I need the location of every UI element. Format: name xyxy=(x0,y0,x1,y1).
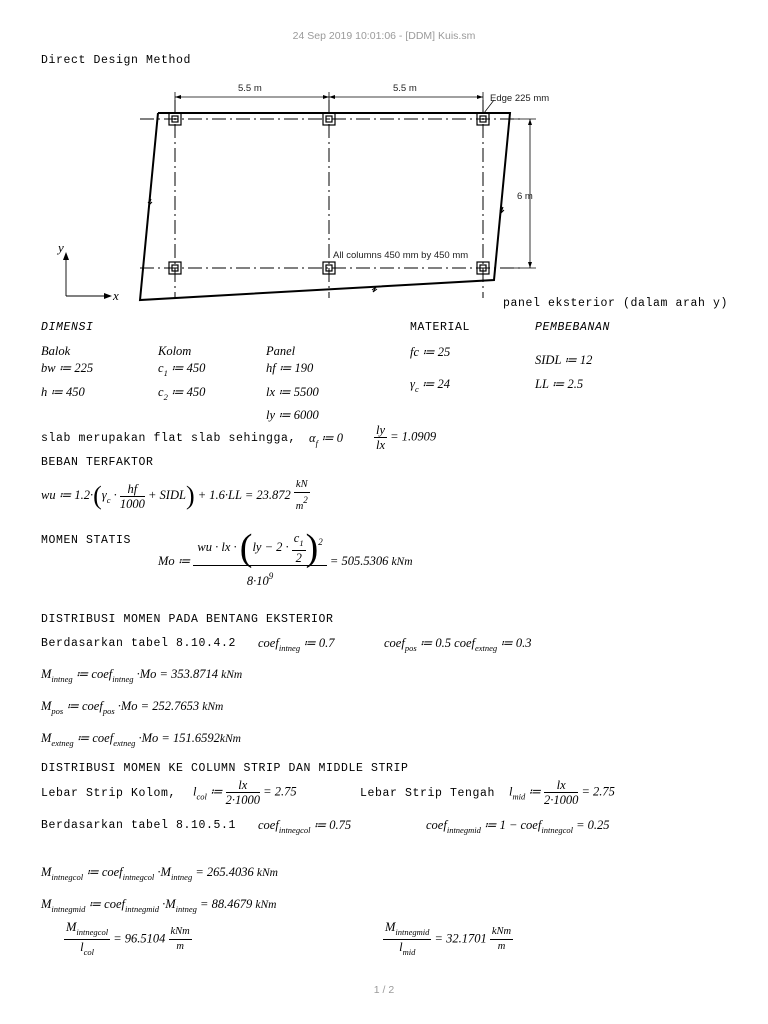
def-c2: $c_2$ ≔ 450 xyxy=(158,385,206,402)
formula-wu: wu ≔ $1.2\cdot(\gamma_c$ · $\frac{hf}{1000}$ + SIDL) + 1.6·LL = 23.872 $\frac{kN}{m^2}$ xyxy=(41,479,308,512)
label-balok: Balok xyxy=(41,344,71,358)
calc-l-col: $l_{col}$ ≔ $\frac{lx}{2\cdot 1000}$ = 2.75 xyxy=(193,778,297,807)
calc-m-pos: $M_{pos}$ ≔ coef$_{pos}$ ·Mo = 252.7653 kNm xyxy=(41,699,224,716)
heading-strip: DISTRIBUSI MOMEN KE COLUMN STRIP DAN MIDDLE STRIP xyxy=(41,762,409,775)
heading-momen-statis: MOMEN STATIS xyxy=(41,534,132,547)
def-h: h ≔ 450 xyxy=(41,385,85,399)
heading-pembebanan: PEMBEBANAN xyxy=(535,321,611,334)
slab-text: slab merupakan flat slab sehingga, xyxy=(41,432,297,445)
slab-outline xyxy=(140,113,510,300)
height-label: 6 m xyxy=(517,191,533,202)
panel-note: panel eksterior (dalam arah y) xyxy=(503,297,729,310)
label-panel: Panel xyxy=(266,344,296,358)
tabel-ref-2: Berdasarkan tabel 8.10.5.1 xyxy=(41,819,237,832)
span-label-2: 5.5 m xyxy=(393,83,417,94)
calc-m-intnegmid: $M_{intnegmid}$ ≔ coef$_{intnegmid}$ $\cdot M_{intneg} = 88.4679$ kNm xyxy=(41,897,277,914)
def-c1: $c_1$ ≔ 450 xyxy=(158,361,206,378)
heading-dimensi: DIMENSI xyxy=(41,321,94,334)
heading-material: MATERIAL xyxy=(410,321,471,334)
calc-l-mid: $l_{mid}$ ≔ $\frac{lx}{2\cdot 1000}$ = 2.75 xyxy=(509,778,615,807)
def-fc: fc ≔ 25 xyxy=(410,345,451,359)
document-title: Direct Design Method xyxy=(41,54,192,67)
def-ly: ly ≔ 6000 xyxy=(266,408,319,422)
label-kolom: Kolom xyxy=(158,344,192,358)
def-bw: bw ≔ 225 xyxy=(41,361,94,375)
heading-distribusi: DISTRIBUSI MOMEN PADA BENTANG EKSTERIOR xyxy=(41,613,334,626)
calc-m-extneg: $M_{extneg}$ ≔ coef$_{extneg}$ ·Mo = 151.6592kNm xyxy=(41,731,241,748)
def-coef-intnegmid: coef$_{intnegmid}$ ≔ 1 − coef$_{intnegcol}$ = 0.25 xyxy=(426,818,610,835)
def-coef-intnegcol: coef$_{intnegcol}$ ≔ 0.75 xyxy=(258,818,352,835)
columns-note: All columns 450 mm by 450 mm xyxy=(333,250,469,261)
span-label-1: 5.5 m xyxy=(238,83,262,94)
tabel-ref-1: Berdasarkan tabel 8.10.4.2 xyxy=(41,637,237,650)
calc-m-per-col: $\frac{M_{intnegcol}}{l_{col}}$ = 96.5104 $\frac{\text{kNm}}{m}$ xyxy=(66,920,190,957)
def-gamma-c: $\gamma_c$ ≔ 24 xyxy=(410,377,450,394)
edge-label: Edge 225 mm xyxy=(490,93,550,104)
def-lx: lx ≔ 5500 xyxy=(266,385,319,399)
calc-m-per-mid: $\frac{M_{intnegmid}}{l_{mid}}$ = 32.1701 $\frac{\text{kNm}}{m}$ xyxy=(385,920,512,957)
def-ll: LL ≔ 2.5 xyxy=(535,377,584,391)
page-footer: 1 / 2 xyxy=(373,984,395,996)
label-lebar-kolom: Lebar Strip Kolom, xyxy=(41,787,177,800)
def-coef-pos-extneg: coef$_{pos}$ ≔ 0.5 coef$_{extneg}$ ≔ 0.3 xyxy=(384,636,532,653)
calc-m-intneg: $M_{intneg}$ ≔ coef$_{intneg}$ ·Mo = 353.8714 kNm xyxy=(41,667,243,684)
heading-beban: BEBAN TERFAKTOR xyxy=(41,456,154,469)
axis-y-label: y xyxy=(58,240,64,255)
def-alpha-f: $\alpha_f$ ≔ 0 xyxy=(309,431,343,448)
ratio-ly-lx: $\frac{ly}{lx}$ = 1.0909 xyxy=(376,423,437,452)
axis-x-label: x xyxy=(113,288,119,303)
label-lebar-tengah: Lebar Strip Tengah xyxy=(360,787,496,800)
page-header: 24 Sep 2019 10:01:06 - [DDM] Kuis.sm xyxy=(292,30,476,42)
formula-mo: Mo ≔ wu · lx · (ly − 2 · $\frac{c_1}{2}$ )$^2$ $8\cdot 10^9$ = 505.5306 kNm xyxy=(158,527,413,588)
def-coef-intneg: coef$_{intneg}$ ≔ 0.7 xyxy=(258,636,335,653)
def-hf: hf ≔ 190 xyxy=(266,361,314,375)
calc-m-intnegcol: $M_{intnegcol}$ ≔ coef$_{intnegcol}$ $\cdot M_{intneg} = 265.4036$ kNm xyxy=(41,865,278,882)
def-sidl: SIDL ≔ 12 xyxy=(535,353,593,367)
slab-plan-drawing xyxy=(40,78,600,318)
